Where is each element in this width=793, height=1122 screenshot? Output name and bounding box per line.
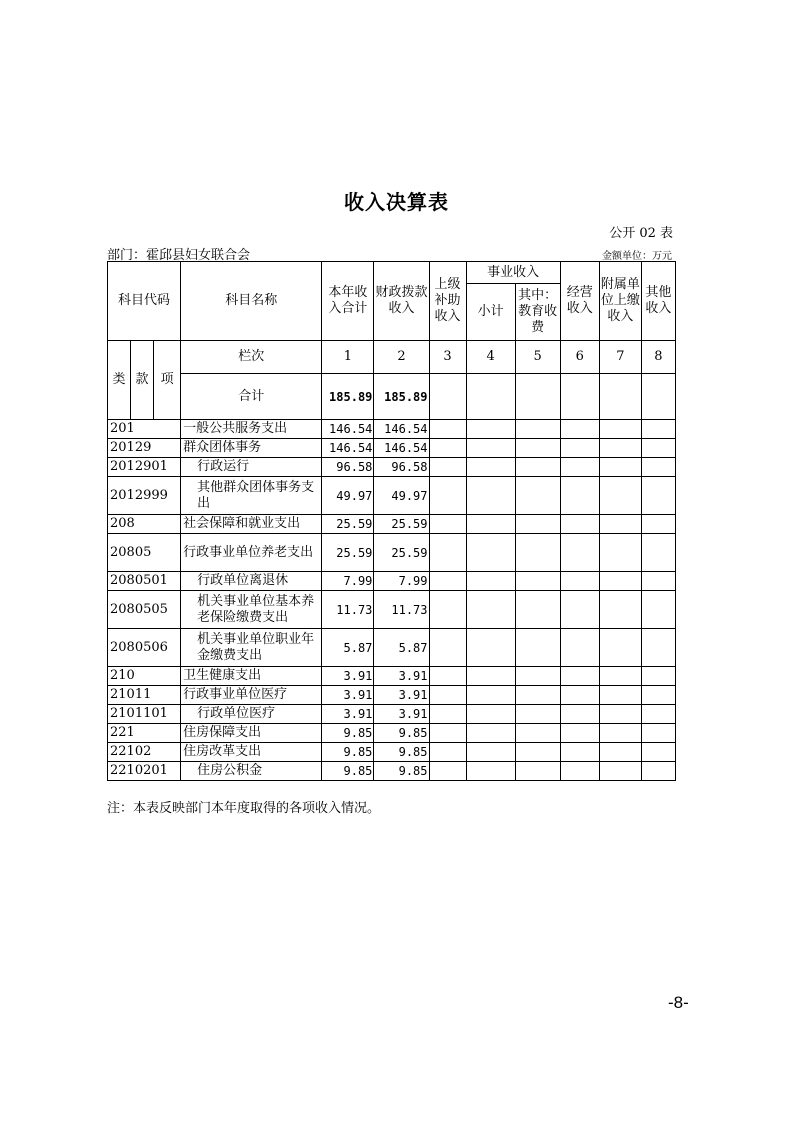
subject-code-cell: 208 bbox=[108, 515, 181, 534]
total-row bbox=[108, 374, 676, 420]
empty-cell bbox=[466, 724, 515, 743]
empty-cell bbox=[515, 705, 560, 724]
empty-cell bbox=[515, 629, 560, 667]
empty-cell bbox=[560, 686, 599, 705]
table-row bbox=[108, 534, 676, 572]
empty-cell bbox=[641, 591, 675, 629]
empty-cell bbox=[429, 591, 466, 629]
header-superior-subsidy: 上级补助收入 bbox=[429, 262, 466, 341]
empty-cell bbox=[560, 439, 599, 458]
subject-code-cell: 22102 bbox=[108, 743, 181, 762]
subject-code-cell: 2080506 bbox=[108, 629, 181, 667]
col-number: 2 bbox=[374, 341, 429, 374]
empty-cell bbox=[429, 705, 466, 724]
fiscal-allocation-cell: 3.91 bbox=[374, 686, 429, 705]
header-subject-name: 科目名称 bbox=[181, 262, 322, 341]
empty-cell bbox=[599, 667, 641, 686]
empty-cell bbox=[641, 686, 675, 705]
fiscal-allocation-cell: 9.85 bbox=[374, 762, 429, 781]
total-income-value: 185.89 bbox=[322, 374, 374, 420]
empty-cell bbox=[599, 686, 641, 705]
header-other-income: 其他收入 bbox=[641, 262, 675, 341]
empty-cell bbox=[599, 572, 641, 591]
empty-cell bbox=[560, 591, 599, 629]
header-operating-income: 经营收入 bbox=[560, 262, 599, 341]
empty-cell bbox=[466, 762, 515, 781]
empty-cell bbox=[599, 439, 641, 458]
empty-cell bbox=[466, 534, 515, 572]
fiscal-allocation-cell: 25.59 bbox=[374, 515, 429, 534]
fiscal-allocation-cell: 7.99 bbox=[374, 572, 429, 591]
empty-cell bbox=[641, 667, 675, 686]
empty-cell bbox=[515, 591, 560, 629]
table-row bbox=[108, 667, 676, 686]
fiscal-allocation-cell: 146.54 bbox=[374, 420, 429, 439]
subject-name-cell: 住房保障支出 bbox=[181, 724, 322, 743]
empty-cell bbox=[641, 724, 675, 743]
empty-cell bbox=[429, 686, 466, 705]
empty-cell bbox=[429, 667, 466, 686]
subject-name-cell: 社会保障和就业支出 bbox=[181, 515, 322, 534]
col-number: 5 bbox=[515, 341, 560, 374]
fiscal-allocation-cell: 25.59 bbox=[374, 534, 429, 572]
subject-code-cell: 21011 bbox=[108, 686, 181, 705]
empty-cell bbox=[560, 629, 599, 667]
empty-cell bbox=[429, 724, 466, 743]
empty-cell bbox=[466, 629, 515, 667]
subject-code-cell: 2012999 bbox=[108, 477, 181, 515]
page-title: 收入决算表 bbox=[344, 190, 449, 214]
subject-name-cell: 群众团体事务 bbox=[181, 439, 322, 458]
header-subject-code: 科目代码 bbox=[108, 262, 181, 341]
empty-cell bbox=[466, 572, 515, 591]
total-income-cell: 5.87 bbox=[322, 629, 374, 667]
total-income-cell: 9.85 bbox=[322, 762, 374, 781]
header-lei: 类 bbox=[108, 341, 131, 420]
fiscal-allocation-cell: 5.87 bbox=[374, 629, 429, 667]
total-label: 合计 bbox=[181, 374, 322, 420]
empty-cell bbox=[515, 686, 560, 705]
table-row bbox=[108, 705, 676, 724]
empty-cell bbox=[429, 743, 466, 762]
empty-cell bbox=[560, 477, 599, 515]
table-row bbox=[108, 762, 676, 781]
subject-name-cell: 行政单位医疗 bbox=[181, 705, 322, 724]
empty-cell bbox=[515, 439, 560, 458]
empty-cell bbox=[515, 667, 560, 686]
empty-cell bbox=[466, 743, 515, 762]
empty-cell bbox=[466, 705, 515, 724]
form-code: 公开 02 表 bbox=[609, 226, 673, 241]
subject-name-cell: 一般公共服务支出 bbox=[181, 420, 322, 439]
empty-cell bbox=[515, 762, 560, 781]
empty-cell bbox=[599, 743, 641, 762]
empty-cell bbox=[560, 515, 599, 534]
empty-cell bbox=[560, 572, 599, 591]
col-number: 4 bbox=[466, 341, 515, 374]
subject-code-cell: 201 bbox=[108, 420, 181, 439]
col-number: 1 bbox=[322, 341, 374, 374]
subject-code-cell: 2080505 bbox=[108, 591, 181, 629]
empty-cell bbox=[466, 477, 515, 515]
header-subtotal: 小计 bbox=[466, 284, 515, 341]
fiscal-allocation-cell: 9.85 bbox=[374, 743, 429, 762]
empty-cell bbox=[599, 629, 641, 667]
empty-cell bbox=[599, 762, 641, 781]
empty-cell bbox=[599, 591, 641, 629]
subject-name-cell: 机关事业单位职业年金缴费支出 bbox=[181, 629, 322, 667]
empty-cell bbox=[515, 515, 560, 534]
table-note: 注：本表反映部门本年度取得的各项收入情况。 bbox=[107, 801, 381, 816]
empty-cell bbox=[515, 724, 560, 743]
empty-cell bbox=[515, 420, 560, 439]
empty-cell bbox=[641, 762, 675, 781]
empty-cell bbox=[641, 572, 675, 591]
header-fiscal-allocation: 财政拨款收入 bbox=[374, 262, 429, 341]
fiscal-allocation-cell: 49.97 bbox=[374, 477, 429, 515]
subject-name-cell: 行政运行 bbox=[181, 458, 322, 477]
empty-cell bbox=[560, 762, 599, 781]
table-row bbox=[108, 458, 676, 477]
empty-cell bbox=[641, 534, 675, 572]
empty-cell bbox=[641, 743, 675, 762]
subject-code-cell: 221 bbox=[108, 724, 181, 743]
empty-cell bbox=[560, 420, 599, 439]
empty-cell bbox=[641, 439, 675, 458]
department-label: 部门：霍邱县妇女联合会 bbox=[107, 248, 251, 263]
total-income-cell: 3.91 bbox=[322, 705, 374, 724]
empty-cell bbox=[599, 515, 641, 534]
header-affiliated-income: 附属单位上缴收入 bbox=[599, 262, 641, 341]
fiscal-allocation-cell: 146.54 bbox=[374, 439, 429, 458]
total-income-cell: 96.58 bbox=[322, 458, 374, 477]
total-income-cell: 49.97 bbox=[322, 477, 374, 515]
total-income-cell: 9.85 bbox=[322, 724, 374, 743]
col-number: 3 bbox=[429, 341, 466, 374]
column-index-label: 栏次 bbox=[181, 341, 322, 374]
empty-cell bbox=[466, 667, 515, 686]
empty-cell bbox=[466, 686, 515, 705]
total-income-cell: 146.54 bbox=[322, 420, 374, 439]
col-number: 8 bbox=[641, 341, 675, 374]
header-kuan: 款 bbox=[131, 341, 154, 420]
total-income-cell: 9.85 bbox=[322, 743, 374, 762]
empty-cell bbox=[429, 515, 466, 534]
table-row bbox=[108, 572, 676, 591]
empty-cell bbox=[429, 534, 466, 572]
subject-name-cell: 住房改革支出 bbox=[181, 743, 322, 762]
empty-cell bbox=[515, 743, 560, 762]
fiscal-allocation-cell: 3.91 bbox=[374, 705, 429, 724]
subject-name-cell: 机关事业单位基本养老保险缴费支出 bbox=[181, 591, 322, 629]
empty-cell bbox=[429, 420, 466, 439]
empty-cell bbox=[515, 534, 560, 572]
empty-cell bbox=[641, 515, 675, 534]
empty-cell bbox=[466, 458, 515, 477]
empty-cell bbox=[560, 724, 599, 743]
total-income-cell: 146.54 bbox=[322, 439, 374, 458]
empty-cell bbox=[599, 534, 641, 572]
table-row bbox=[108, 591, 676, 629]
empty-cell bbox=[599, 724, 641, 743]
empty-cell bbox=[641, 458, 675, 477]
table-row bbox=[108, 439, 676, 458]
subject-code-cell: 20805 bbox=[108, 534, 181, 572]
col-number: 7 bbox=[599, 341, 641, 374]
fiscal-allocation-cell: 9.85 bbox=[374, 724, 429, 743]
header-total-income: 本年收入合计 bbox=[322, 262, 374, 341]
subject-code-cell: 210 bbox=[108, 667, 181, 686]
empty-cell bbox=[466, 439, 515, 458]
subject-code-cell: 20129 bbox=[108, 439, 181, 458]
empty-cell bbox=[641, 705, 675, 724]
fiscal-allocation-cell: 11.73 bbox=[374, 591, 429, 629]
subject-name-cell: 其他群众团体事务支出 bbox=[181, 477, 322, 515]
total-income-cell: 25.59 bbox=[322, 534, 374, 572]
empty-cell bbox=[429, 572, 466, 591]
empty-cell bbox=[560, 458, 599, 477]
empty-cell bbox=[515, 572, 560, 591]
subject-code-cell: 2012901 bbox=[108, 458, 181, 477]
empty-cell bbox=[515, 458, 560, 477]
empty-cell bbox=[466, 591, 515, 629]
amount-unit-label: 金额单位：万元 bbox=[602, 251, 672, 262]
subject-name-cell: 行政事业单位医疗 bbox=[181, 686, 322, 705]
subject-code-cell: 2210201 bbox=[108, 762, 181, 781]
empty-cell bbox=[429, 439, 466, 458]
empty-cell bbox=[641, 477, 675, 515]
empty-cell bbox=[599, 458, 641, 477]
subject-name-cell: 卫生健康支出 bbox=[181, 667, 322, 686]
total-income-cell: 3.91 bbox=[322, 667, 374, 686]
header-business-income: 事业收入 bbox=[466, 262, 560, 284]
subject-code-cell: 2101101 bbox=[108, 705, 181, 724]
fiscal-allocation-cell: 3.91 bbox=[374, 667, 429, 686]
empty-cell bbox=[560, 534, 599, 572]
total-fiscal-value: 185.89 bbox=[374, 374, 429, 420]
table-row bbox=[108, 686, 676, 705]
empty-cell bbox=[429, 477, 466, 515]
empty-cell bbox=[429, 762, 466, 781]
header-xiang: 项 bbox=[154, 341, 181, 420]
total-income-cell: 7.99 bbox=[322, 572, 374, 591]
table-row bbox=[108, 743, 676, 762]
empty-cell bbox=[599, 420, 641, 439]
page-number: -8- bbox=[668, 993, 689, 1012]
fiscal-allocation-cell: 96.58 bbox=[374, 458, 429, 477]
table-row bbox=[108, 724, 676, 743]
empty-cell bbox=[560, 743, 599, 762]
table-row bbox=[108, 515, 676, 534]
total-income-cell: 25.59 bbox=[322, 515, 374, 534]
empty-cell bbox=[599, 705, 641, 724]
empty-cell bbox=[641, 420, 675, 439]
empty-cell bbox=[560, 705, 599, 724]
total-income-cell: 3.91 bbox=[322, 686, 374, 705]
income-table bbox=[107, 261, 676, 781]
header-education-fee: 其中：教育收费 bbox=[515, 284, 560, 341]
subject-code-cell: 2080501 bbox=[108, 572, 181, 591]
table-row bbox=[108, 629, 676, 667]
total-income-cell: 11.73 bbox=[322, 591, 374, 629]
empty-cell bbox=[466, 515, 515, 534]
table-row bbox=[108, 477, 676, 515]
col-number: 6 bbox=[560, 341, 599, 374]
empty-cell bbox=[429, 458, 466, 477]
table-row bbox=[108, 420, 676, 439]
subject-name-cell: 行政事业单位养老支出 bbox=[181, 534, 322, 572]
subject-name-cell: 住房公积金 bbox=[181, 762, 322, 781]
empty-cell bbox=[599, 477, 641, 515]
empty-cell bbox=[515, 477, 560, 515]
empty-cell bbox=[429, 629, 466, 667]
empty-cell bbox=[560, 667, 599, 686]
empty-cell bbox=[466, 420, 515, 439]
empty-cell bbox=[641, 629, 675, 667]
subject-name-cell: 行政单位离退休 bbox=[181, 572, 322, 591]
